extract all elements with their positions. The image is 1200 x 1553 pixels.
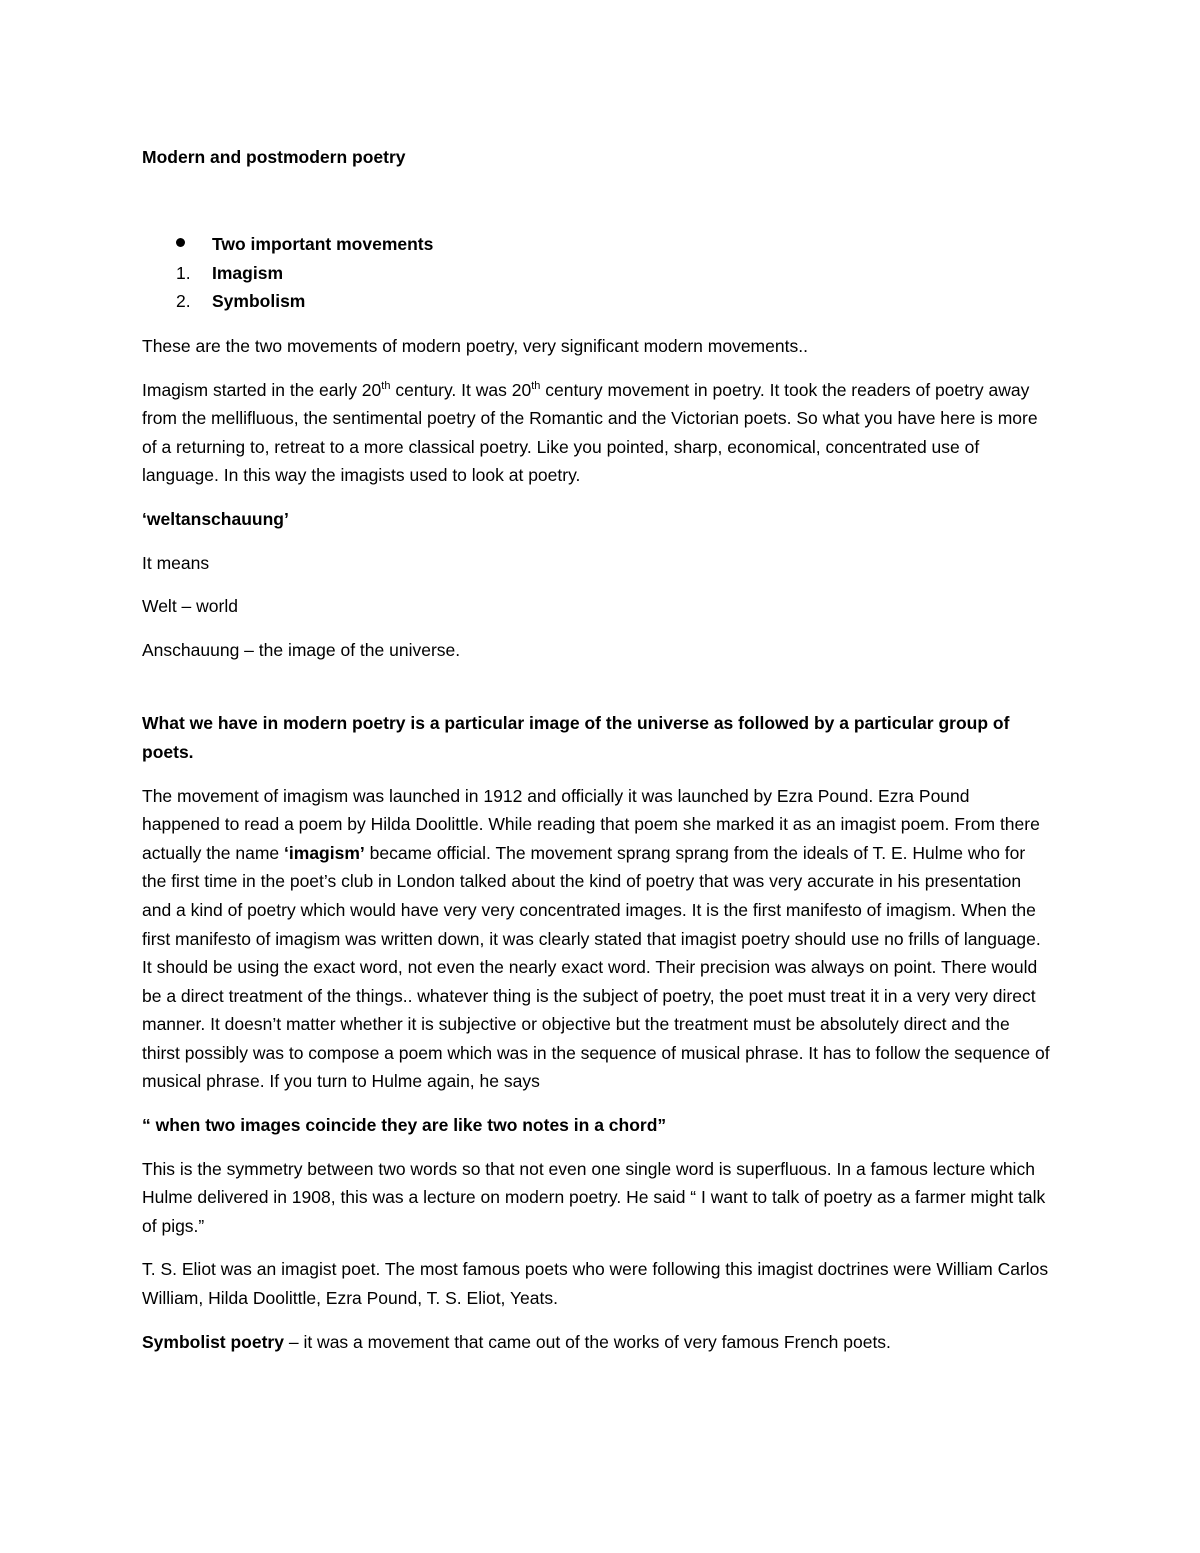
hulme-quote: “ when two images coincide they are like two notes in a chord”	[142, 1115, 667, 1136]
numbered-item-text: Imagism	[212, 262, 283, 283]
numbered-item-2	[142, 287, 1052, 316]
superscript: th	[531, 379, 541, 392]
paragraph-text: became official. The movement sprang sprang from the ideals of T. E. Hulme who for the first time in the poet’s club in London talked about the kind of poetry that was very accurate in his presentation and a kind of poetry which would have very very concentrated images. It is the first manifesto of imagism. When the first manifesto of imagism was written down, it was clearly stated that imagist poetry should use no frills of language. It should be using the exact word, not even the nearly exact word. Their precision was always on point. There would be a direct treatment of the things.. whatever thing is the subject of poetry, the poet must treat it in a very very direct manner. It doesn’t matter whether it is subjective or objective but the treatment must be absolutely direct and the thirst possibly was to compose a poem which was in the sequence of musical phrase. It has to follow the sequence of musical phrase. If you turn to Hulme again, he says	[142, 842, 1050, 1092]
document-title: Modern and postmodern poetry	[142, 147, 406, 167]
paragraph-anschauung: Anschauung – the image of the universe.	[142, 639, 461, 660]
paragraph-text: – it was a movement that came out of the works of very famous French poets.	[283, 1331, 891, 1352]
paragraph-symmetry: This is the symmetry between two words so that not even one single word is superfluous. In a famous lecture which Hulme delivered in 1908, this was a lecture on modern poetry. He said “ I want to talk of poetry as a farmer might talk of pigs.”	[142, 1158, 1046, 1236]
movements-list	[142, 230, 1052, 316]
document-body	[142, 332, 1052, 1371]
number-marker: 2.	[176, 291, 191, 311]
paragraph-intro: These are the two movements of modern poetry, very significant modern movements..	[142, 336, 808, 356]
bold-statement: What we have in modern poetry is a particular image of the universe as followed by a particular group of poets.	[142, 713, 1010, 762]
paragraph-eliot: T. S. Eliot was an imagist poet. The most famous poets who were following this imagist doctrines were William Carlos William, Hilda Doolittle, Ezra Pound, T. S. Eliot, Yeats.	[142, 1259, 1049, 1309]
bullet-item	[142, 230, 1052, 259]
paragraph-text: century movement in poetry. It took the readers of poetry away from the mellifluous, the sentimental poetry of the Romantic and the Victorian poets. So what you have here is more of a returning to, retreat to a more classical poetry. Like you pointed, sharp, economical, concentrated use of language. In this way the imagists used to look at poetry.	[142, 379, 1038, 486]
bold-term: Symbolist poetry	[142, 1331, 284, 1352]
paragraph-imagism-start	[142, 376, 1052, 490]
paragraph-imagism-launch	[142, 782, 1052, 1097]
numbered-item-text: Symbolism	[212, 291, 306, 311]
bullet-dot-icon	[176, 238, 185, 247]
superscript: th	[381, 379, 391, 392]
number-marker: 1.	[176, 262, 191, 283]
term-heading: ‘weltanschauung’	[142, 508, 289, 529]
bold-term: ‘imagism’	[284, 842, 365, 863]
paragraph-it-means: It means	[142, 552, 210, 573]
paragraph-text: The movement of imagism was launched in 1912 and officially it was launched by Ezra Pound. Ezra Pound happened to read a poem by Hilda Doolittle. While reading that poem she marked it as an imagist poem. From there actually the name	[142, 785, 1040, 863]
paragraph-symbolist	[142, 1328, 1052, 1357]
numbered-item-1	[142, 259, 1052, 288]
paragraph-text: Imagism started in the early 20	[142, 379, 382, 400]
paragraph-welt: Welt – world	[142, 596, 238, 617]
bullet-text: Two important movements	[212, 234, 434, 254]
paragraph-text: century. It was 20	[390, 379, 532, 400]
